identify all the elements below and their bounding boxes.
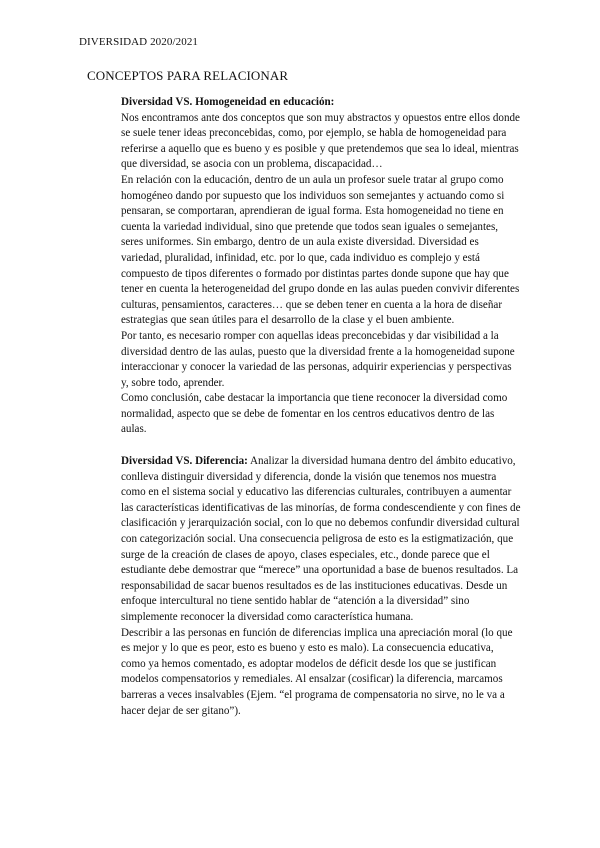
paragraph-text: Analizar la diversidad humana dentro del ámbito educativo, conlleva distinguir diversidad y diferencia, donde la visión que tenemos nos muestra como en el sistema social y educativo las diferencias culturales, contribuyen a aumentar las características identificativas de las minorías, de forma condescendiente y con fines de clasificación y jerarquización social, con lo que no debemos confundir diversidad cultural con categorización social. Una consecuencia peligrosa de esto es la estigmatización, que surge de la creación de clases de apoyo, clases especiales, etc., donde parece que el estudiante debe demostrar que “merece” una oportunidad a base de buenos resultados. La responsabilidad de sacar buenos resultados es de las instituciones educativas. Desde un enfoque intercultural no tiene sentido hablar de “atención a la diversidad” sino simplemente reconocer la diversidad como característica humana. [121,455,521,623]
paragraph: Nos encontramos ante dos conceptos que son muy abstractos y opuestos entre ellos donde se suele tener ideas preconcebidas, como, por ejemplo, se habla de homogeneidad para referirse a aquello que es bueno y es posible y que pretendemos que sea lo ideal, mientras que diversidad, se asocia con un problema, discapacidad… [121,111,520,171]
page-header: DIVERSIDAD 2020/2021 [79,36,199,48]
section-heading-homogeneidad: Diversidad VS. Homogeneidad en educación: [121,96,335,108]
paragraph: Como conclusión, cabe destacar la importancia que tiene reconocer la diversidad como normalidad, aspecto que se debe de fomentar en los centros educativos dentro de las aulas. [121,392,508,436]
paragraph [121,454,521,626]
paragraph: En relación con la educación, dentro de un aula un profesor suele tratar al grupo como homogéneo dando por supuesto que los individuos son semejantes y actuando como si pensaran, se comportaran, aprendieran de igual forma. Esta homogeneidad no tiene en cuenta la variedad individual, sino que pretende que todos sean iguales o semejantes, seres uniformes. Sin embargo, dentro de un aula existe diversidad. Diversidad es variedad, pluralidad, infinidad, etc. por lo que, cada individuo es complejo y está compuesto de tipos diferentes o formado por distintas partes donde supone que hay que tener en cuenta la heterogeneidad del grupo donde en las aulas pueden convivir diferentes culturas, pensamientos, caracteres… que se deben tener en cuenta a la hora de diseñar estrategias que sean útiles para el desarrollo de la clase y el buen ambiente. [121,173,520,327]
section-spacer [121,438,521,454]
paragraph: Por tanto, es necesario romper con aquellas ideas preconcebidas y dar visibilidad a la diversidad dentro de las aulas, puesto que la diversidad frente a la homogeneidad supone interaccionar y conocer la variedad de las personas, adquirir experiencias y perspectivas y, sobre todo, aprender. [121,329,515,389]
document-body [121,95,521,719]
paragraph: Describir a las personas en función de diferencias implica una apreciación moral (lo que es mejor y lo que es peor, esto es bueno y esto es malo). La consecuencia educativa, como ya hemos comentado, es adoptar modelos de déficit desde los que se justifican modelos compensatorios y remediales. Al ensalzar (cosificar) la diferencia, marcamos barreras a veces insalvables (Ejem. “el programa de compensatoria no sirve, no le va a hacer dejar de ser gitano”). [121,626,513,717]
document-title: CONCEPTOS PARA RELACIONAR [87,68,289,83]
section-heading-diferencia: Diversidad VS. Diferencia: [121,455,248,468]
